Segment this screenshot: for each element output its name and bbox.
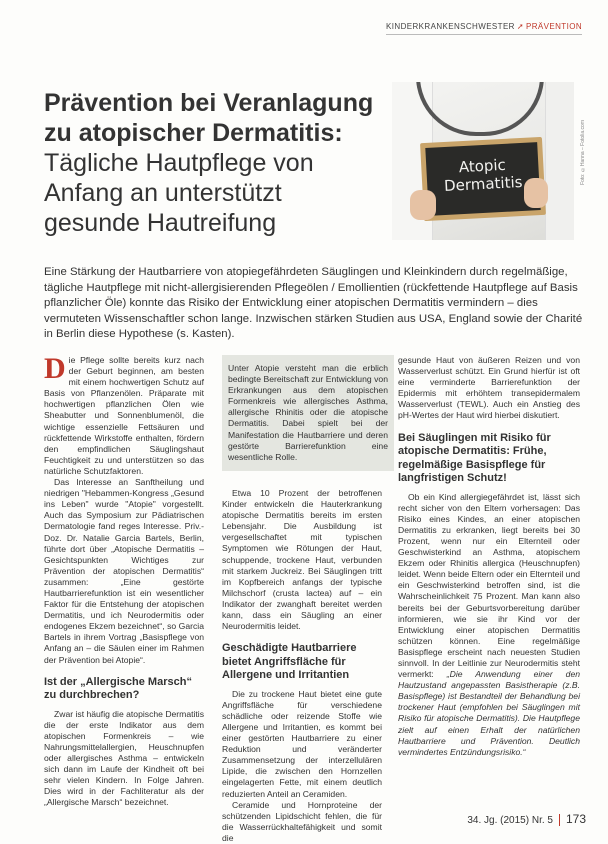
page-footer bbox=[467, 812, 586, 826]
column-1 bbox=[44, 352, 204, 808]
title-line: Tägliche Hautpflege von bbox=[44, 149, 314, 177]
info-box: Unter Atopie versteht man die erblich bedingte Bereitschaft zur Entwicklung von Erkrankungen aus dem atopischen Formenkreis wie allergisches Asthma, allergische Rhinitis oder die atopische Dermatitis. Dabei spielt bei der Manifestation die Hautbarriere und deren gestörte Barrierefunktion eine wesentliche Rolle. bbox=[222, 355, 394, 471]
column-3 bbox=[398, 355, 580, 758]
subheading: Geschädigte Hautbarriere bietet Angriffsfläche für Allergene und Irritantien bbox=[222, 642, 357, 682]
running-head-rule bbox=[386, 34, 582, 35]
guideline-quote: „Die Anwendung einer den Hautzustand angepassten Basistherapie (z.B. Basispflege) ist Bestandteil der Behandlung bei trockener Haut (empfohlen bei Säuglingen mit Risiko für atopische Dermatitis). Die Hautpflege zielt auf einen Erhalt der natürlichen Hautbarriere und Prävention. Deutlich vermindertes Entzündungsrisiko.“ bbox=[398, 669, 580, 757]
section-arrow-icon: ➚ bbox=[516, 22, 524, 31]
footer-divider bbox=[559, 814, 560, 826]
paragraph: Ceramide und Hornproteine der schützenden Lipidschicht fehlen, die für die Wasserrückhaltefähigkeit und somit die bbox=[222, 799, 382, 843]
paragraph: ie Pflege sollte bereits kurz nach der Geburt beginnen, am besten mit einem hochwertigen Schutz auf Basis von Pflanzenölen. Präparate mit hochwertigen pflanzlichen Ölen wie Sheabutter und Sonnenblumenöl, die wichtige essenzielle Fettsäuren und rückfettende Wirkstoffe enthalten, fördern den empfindlichen Säuglingshaut Feuchtigkeit zu und unterstützen so das natürliche Schutzfaktoren. bbox=[44, 355, 204, 476]
drop-cap: D bbox=[44, 352, 66, 385]
running-head bbox=[386, 22, 582, 31]
title-line: Prävention bei Veranlagung bbox=[44, 89, 374, 117]
article-title bbox=[44, 88, 384, 238]
paragraph: Zwar ist häufig die atopische Dermatitis die der erste Indikator aus dem atopischen Formenkreis – wie Nahrungsmittelallergien, Heuschnupfen oder allergisches Asthma – entwickeln sich dann im Laufe der Kindheit oft bei sehr vielen Kindern. In Folge Jahren. Dies wird in der Fachliteratur als der „Allergische Marsch“ bezeichnet. bbox=[44, 708, 204, 808]
board-word: Atopic bbox=[458, 155, 507, 177]
hand-right bbox=[524, 178, 548, 208]
section-name: PRÄVENTION bbox=[525, 22, 582, 31]
column-2 bbox=[222, 488, 382, 844]
article-photo bbox=[392, 82, 574, 240]
paragraph: Etwa 10 Prozent der betroffenen Kinder entwickeln die Hauterkrankung atopische Dermatitis bereits im ersten Lebensjahr. Die Ausbildung ist vergesellschaftet mit typischen Symptomen wie Rötungen der Haut, schuppende, trockene Haut, verbunden mit starkem Juckreiz. Bei Säuglingen tritt im Kopfbereich anfangs der typische Milchschorf (crusta lactea) auf – ein Indikator der zwanghaft bereitet werden kann, dass ein Säugling an einer Neurodermitis leidet. bbox=[222, 488, 382, 632]
photo-credit: Foto: ©Hanna – Fotolia.com bbox=[580, 120, 586, 185]
lead-paragraph: Eine Stärkung der Hautbarriere von atopiegefährdeten Säuglingen und Kleinkindern durch regelmäßige, tägliche Hautpflege mit nicht-allergisierenden Pflegeölen / Emollientien (rückfettende Hautpflege auf Basis pflanzlicher Öle) konnte das Risiko der Entwicklung einer atopischen Dermatitis vermindern – dies vermuteten Wissenschaftler schon lange. Inzwischen stärken Studien aus USA, England sowie der Charité in Berlin diese Hypothese (s. Kasten). bbox=[44, 266, 583, 341]
issue-info: 34. Jg. (2015) Nr. 5 bbox=[467, 815, 553, 826]
paragraph: gesunde Haut von äußeren Reizen und von Wasserverlust schützt. Ein Grund hierfür ist oft eine verminderte Barrierefunktion der Epidermis mit erhöhtem transepidermalem Wasserverlust (TEWL). Auch ein Anstieg des pH-Wertes der Haut wird hierbei diskutiert. bbox=[398, 355, 580, 421]
hand-left bbox=[410, 190, 436, 220]
title-line: Anfang an unterstützt bbox=[44, 179, 282, 207]
paragraph: Ob ein Kind allergiegefährdet ist, lässt sich recht sicher von den Eltern vorhersagen: Das Risiko eines Kindes, an einer atopischen Dermatitis zu erkranken, liegt bereits bei 30 Prozent, wenn nur ein Elternteil oder Geschwisterkind an Asthma, atopischem Ekzem oder Rhinitis allergica (Heuschnupfen) leidet. Wenn beide Eltern oder ein Elternteil und ein Geschwisterkind betroffen sind, ist die Wahrscheinlichkeit 75 Prozent. Man kann also bereits bei der Geburtsvorbereitung darüber informieren, wie sie ihr Kind vor der Entwicklung einer atopischen Dermatitis schützen können. Eine regelmäßige Basispflege erscheint nach neuesten Studien sinnvoll. In der Leitlinie zur Neurodermitis steht vermerkt: bbox=[398, 491, 580, 680]
page-number: 173 bbox=[565, 812, 586, 826]
paragraph: Die zu trockene Haut bietet eine gute Angriffsfläche für verschiedene schädliche oder reizende Stoffe wie Allergene und Irritantien, es kommt bei einer gestörten Hautbarriere zu einer Reduktion und veränderter Zusammensetzung der interzellulären Lipide, die zwischen den Hornzellen eingelagerten Fette, mit einem deutlich reduzierten Anteil an Ceramiden. bbox=[222, 688, 382, 799]
title-line: zu atopischer Dermatitis: bbox=[44, 119, 343, 147]
lab-coat-right bbox=[545, 82, 574, 240]
subheading: Bei Säuglingen mit Risiko für atopische Dermatitis: Frühe, regelmäßige Basispflege für langfristigen Schutz! bbox=[398, 431, 551, 485]
journal-name: KINDERKRANKENSCHWESTER bbox=[386, 22, 515, 31]
subheading: Ist der „Allergische Marsch“ zu durchbrechen? bbox=[44, 675, 192, 702]
paragraph: Das Interesse an Sanftheilung und niedrigen "Hebammen-Kongress „Gesund ins Leben" wurde "Atopie" vorgestellt. Auch das Symposium zur Pädiatrischen Dermatologie fand reges Interesse. Priv.-Doz. Dr. Natalie Garcia Bartels, Berlin, führte dort über „Atopische Dermatitis – Gesichtspunkten Wichtiges zur Prävention der atopischen Dermatitis“ zusammen: „Eine gestörte Hautbarrierefunktion ist ein wesentlicher Faktor für die Entstehung der atopischen Dermatitis, und ich Neurodermitis oder endogenes Ekzem bezeichnet“, so Garcia Bartels in ihrem Vortrag „Basispflege von Anfang an – die Säulen einer im Rahmen der Prävention bei Atopie“. bbox=[44, 477, 204, 665]
stethoscope-icon bbox=[416, 82, 544, 136]
board-word: Dermatitis bbox=[443, 172, 523, 196]
title-line: gesunde Hautreifung bbox=[44, 209, 277, 237]
